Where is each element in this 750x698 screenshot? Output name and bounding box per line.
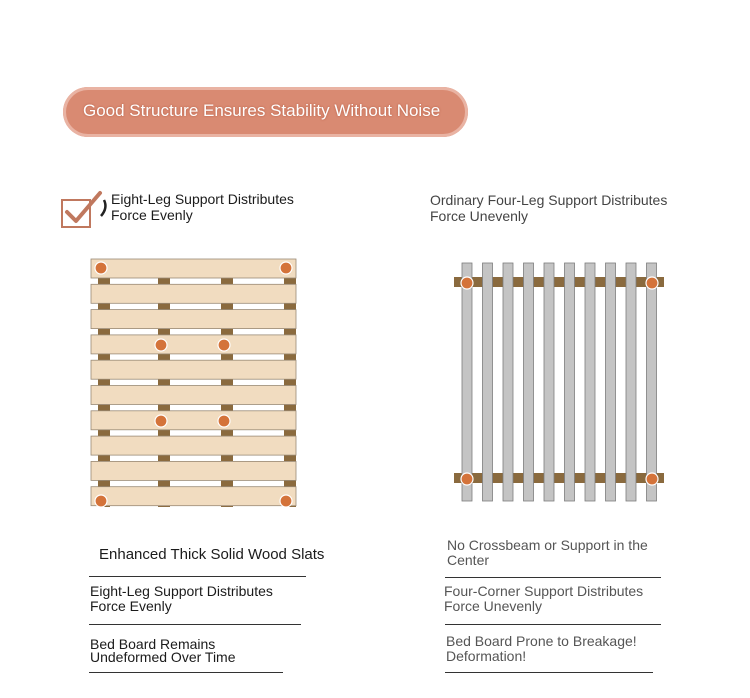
left-feature-3: Bed Board Remains Undeformed Over Time xyxy=(90,636,236,665)
slat xyxy=(462,263,472,501)
wood-slat xyxy=(91,259,296,278)
wood-slat xyxy=(91,284,296,303)
slat xyxy=(606,263,616,501)
wood-slat xyxy=(91,386,296,405)
support-leg-dot xyxy=(155,339,167,351)
right-feature-3: Bed Board Prone to Breakage! Deformation! xyxy=(446,633,637,664)
wood-slat xyxy=(91,436,296,455)
support-leg-dot xyxy=(95,495,107,507)
right-feature-2: Four-Corner Support Distributes Force Unevenly xyxy=(444,583,644,614)
slat xyxy=(647,263,657,501)
left-divider-1 xyxy=(89,576,306,577)
support-leg-dot xyxy=(218,339,230,351)
support-leg-dot xyxy=(280,262,292,274)
left-divider-2 xyxy=(89,624,301,625)
wood-slat xyxy=(91,487,296,506)
four-leg-bed-diagram xyxy=(450,258,670,508)
slat xyxy=(565,263,575,501)
wood-slat xyxy=(91,335,296,354)
left-divider-3 xyxy=(89,672,283,673)
support-leg-dot xyxy=(646,277,658,289)
slat xyxy=(483,263,493,501)
slat xyxy=(585,263,595,501)
right-divider-3 xyxy=(445,672,653,673)
left-feature-2: Eight-Leg Support Distributes Force Evenly xyxy=(90,583,273,614)
left-feature-1: Enhanced Thick Solid Wood Slats xyxy=(99,546,325,563)
right-feature-1: No Crossbeam or Support in the Center xyxy=(447,537,648,568)
support-leg-dot xyxy=(461,277,473,289)
support-leg-dot xyxy=(218,415,230,427)
wood-slat xyxy=(91,461,296,480)
wood-slat xyxy=(91,310,296,329)
support-leg-dot xyxy=(155,415,167,427)
support-leg-dot xyxy=(280,495,292,507)
banner-title: Good Structure Ensures Stability Without Noise xyxy=(83,101,441,120)
check-icon xyxy=(60,190,110,230)
slat xyxy=(524,263,534,501)
eight-leg-bed-diagram xyxy=(88,257,300,511)
support-leg-dot xyxy=(461,473,473,485)
right-divider-1 xyxy=(445,577,661,578)
right-divider-2 xyxy=(445,624,661,625)
right-heading: Ordinary Four-Leg Support Distributes Force Unevenly xyxy=(430,192,668,224)
support-leg-dot xyxy=(646,473,658,485)
slat xyxy=(503,263,513,501)
support-leg-dot xyxy=(95,262,107,274)
left-heading: Eight-Leg Support Distributes Force Evenly xyxy=(111,191,294,223)
wood-slat xyxy=(91,360,296,379)
wood-slat xyxy=(91,411,296,430)
slat xyxy=(544,263,554,501)
title-banner xyxy=(63,87,468,137)
slat xyxy=(626,263,636,501)
